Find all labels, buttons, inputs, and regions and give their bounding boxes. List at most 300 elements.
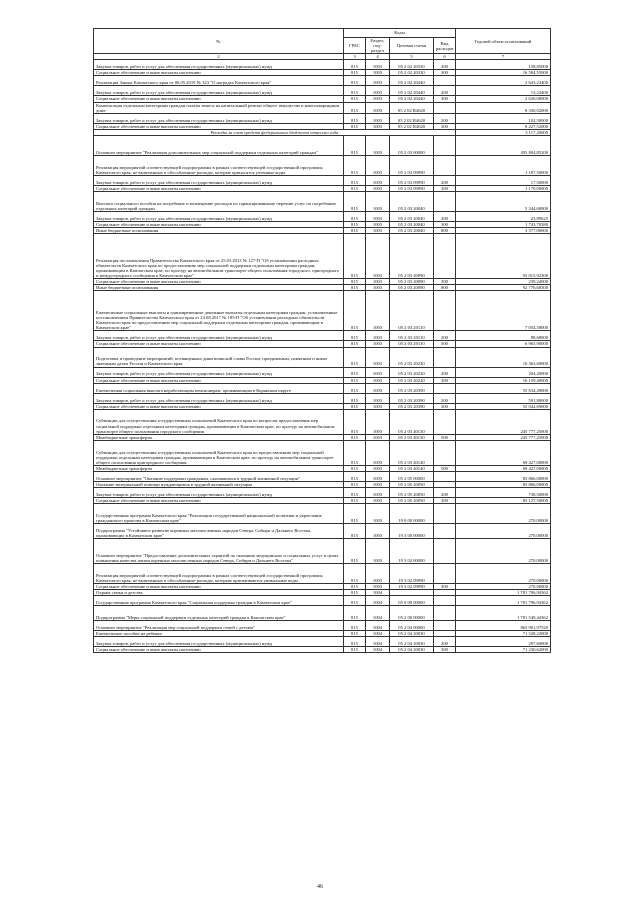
expense-type-cell (434, 564, 456, 584)
grbs-cell: 815 (344, 631, 366, 637)
grbs-cell: 815 (344, 590, 366, 596)
section-cell: 1004 (366, 621, 390, 631)
amount-cell: 6 965,90000 (456, 341, 551, 347)
target-article-cell: 05 2 02 R4620 (390, 123, 434, 129)
amount-cell: 2 643,23400 (456, 76, 551, 86)
section-cell: 1003 (366, 377, 390, 383)
grbs-cell: 815 (344, 471, 366, 481)
table-row (94, 212, 551, 222)
section-cell: 1003 (366, 228, 390, 234)
amount-cell: 1 781 796,94362 (456, 596, 551, 606)
table-row (94, 440, 551, 465)
target-article-cell: 05 2 03 00000 (390, 135, 434, 155)
expense-type-cell (434, 504, 456, 524)
target-article-cell: 05 2 03 20040 (390, 212, 434, 222)
section-cell: 1003 (366, 212, 390, 222)
amount-cell: 270,00000 (456, 539, 551, 564)
amount-cell: 88,68000 (456, 331, 551, 341)
table-row (94, 647, 551, 653)
name-cell: Компенсация отдельным категориям граждан оплаты взноса на капитальный ремонт общего имущества в многоквартирном доме (94, 102, 344, 113)
name-cell: Социальное обеспечение и иные выплаты населению (94, 647, 344, 653)
expense-type-cell: 300 (434, 96, 456, 102)
amount-cell: 16 584,55000 (456, 70, 551, 76)
target-article-cell: 05 2 03 20390 (390, 383, 434, 393)
table-row (94, 291, 551, 331)
section-cell: 1003 (366, 497, 390, 503)
section-cell: 1004 (366, 606, 390, 621)
name-cell: Оказание материальной помощи нуждающимся в трудной жизненной ситуации (94, 481, 344, 487)
grbs-cell: 815 (344, 76, 366, 86)
name-cell: Социальное обеспечение и иные выплаты населению (94, 497, 344, 503)
section-cell: 1003 (366, 135, 390, 155)
amount-cell: 23,89625 (456, 212, 551, 222)
target-article-cell: 05 2 02 20440 (390, 86, 434, 96)
grbs-cell: 815 (344, 606, 366, 621)
section-cell: 1004 (366, 637, 390, 647)
grbs-cell: 815 (344, 539, 366, 564)
expense-type-cell: 200 (434, 367, 456, 377)
grbs-cell: 815 (344, 155, 366, 175)
section-cell: 1003 (366, 409, 390, 434)
expense-type-cell (434, 539, 456, 564)
expense-type-cell: 300 (434, 497, 456, 503)
expense-type-cell: 300 (434, 341, 456, 347)
name-cell: Закупка товаров, работ и услуг для обеспечения государственных (муниципальных) нужд (94, 393, 344, 403)
section-cell: 1003 (366, 279, 390, 285)
section-cell: 1004 (366, 596, 390, 606)
expense-type-cell: 300 (434, 70, 456, 76)
table-row (94, 524, 551, 539)
header-number: № (94, 29, 344, 54)
grbs-cell: 815 (344, 96, 366, 102)
amount-cell: 13,23400 (456, 86, 551, 96)
header-target: Целевая статья (390, 38, 434, 54)
expense-type-cell: 500 (434, 434, 456, 440)
budget-table (93, 28, 551, 653)
amount-cell: 83 866,00000 (456, 471, 551, 481)
header-codes: Коды (344, 29, 456, 38)
section-cell: 1003 (366, 471, 390, 481)
expense-type-cell: 200 (434, 487, 456, 497)
table-row (94, 637, 551, 647)
expense-type-cell (434, 524, 456, 539)
section-cell: 1003 (366, 285, 390, 291)
grbs-cell: 815 (344, 102, 366, 113)
table-row (94, 367, 551, 377)
expense-type-cell (434, 347, 456, 367)
section-cell: 1003 (366, 155, 390, 175)
amount-cell: 239,24000 (456, 279, 551, 285)
grbs-cell: 815 (344, 285, 366, 291)
expense-type-cell (434, 621, 456, 631)
amount-cell: 8 227,52000 (456, 123, 551, 129)
name-cell: Ежемесячная социальная выплата неработающим пенсионерам, проживающим в Корякском округе (94, 383, 344, 393)
amount-cell: 69 427,00000 (456, 440, 551, 465)
section-cell: 1003 (366, 347, 390, 367)
target-article-cell: 05 2 05 20050 (390, 487, 434, 497)
amount-cell: 1 781 796,94362 (456, 590, 551, 596)
expense-type-cell (434, 102, 456, 113)
amount-cell: 16 363,60000 (456, 347, 551, 367)
target-article-cell: 05 2 03 40140 (390, 440, 434, 465)
section-cell: 1003 (366, 234, 390, 279)
expense-type-cell: 500 (434, 465, 456, 471)
grbs-cell: 815 (344, 621, 366, 631)
expense-type-cell: 300 (434, 377, 456, 383)
grbs-cell: 815 (344, 596, 366, 606)
grbs-cell: 815 (344, 70, 366, 76)
table-row (94, 135, 551, 155)
grbs-cell: 815 (344, 279, 366, 285)
col-number-4: 4 (366, 54, 390, 60)
expense-type-cell (434, 440, 456, 465)
amount-cell: 270,00000 (456, 524, 551, 539)
name-cell: Подготовка и проведение мероприятий, посвященных дням воинской славы России, праздничным, памятным и иным значимым датам России и Камчатского края (94, 347, 344, 367)
name-cell: Реализация постановления Правительства Камчатского края от 25.03.2013 № 127-П "Об установлении расходных обязательств Камчатского края по предоставлению мер социальной поддержки отдельным категориям граждан, проживающим в Камчатском крае, по проезду на автомобильном транспорте общего пользования городского, пригородного и междугородного сообщения в Камчатском крае" (94, 234, 344, 279)
name-cell: Социальное обеспечение и иные выплаты населению (94, 403, 344, 409)
grbs-cell: 815 (344, 234, 366, 279)
grbs-cell: 815 (344, 123, 366, 129)
section-cell: 1003 (366, 584, 390, 590)
amount-cell: 863 901,97520 (456, 621, 551, 631)
name-cell: Закупка товаров, работ и услуг для обеспечения государственных (муниципальных) нужд (94, 113, 344, 123)
expense-type-cell: 300 (434, 647, 456, 653)
table-row (94, 606, 551, 621)
grbs-cell: 815 (344, 524, 366, 539)
grbs-cell: 815 (344, 192, 366, 212)
amount-cell: 2 630,00000 (456, 96, 551, 102)
table-row (94, 539, 551, 564)
name-cell: Закупка товаров, работ и услуг для обеспечения государственных (муниципальных) нужд (94, 212, 344, 222)
name-cell: Субвенции для осуществления государственных полномочий Камчатского края по вопросам предоставления мер социальной поддержки отдельным категориям граждан, проживающим в Камчатском крае, по проезду на автомобильном транспорте общего пользования городского сообщения (94, 409, 344, 434)
section-cell: 1003 (366, 403, 390, 409)
name-cell: Закупка товаров, работ и услуг для обеспечения государственных (муниципальных) нужд (94, 60, 344, 70)
name-cell: Реализация мероприятий соответствующей подпрограммы в рамках соответствующей государственной программы Камчатского края, не включенных в обособленные расходы, которые приносятся учтенные коды (94, 155, 344, 175)
grbs-cell: 815 (344, 393, 366, 403)
amount-cell: 3 117,20000 (456, 129, 551, 135)
grbs-cell: 815 (344, 228, 366, 234)
target-article-cell: 05 2 03 20110 (390, 331, 434, 341)
expense-type-cell (434, 606, 456, 621)
section-cell: 1003 (366, 564, 390, 584)
grbs-cell: 815 (344, 86, 366, 96)
amount-cell: 16 159,40000 (456, 377, 551, 383)
amount-cell: 93 015,92300 (456, 234, 551, 279)
name-cell: Основное мероприятие "Предоставление дополнительных гарантий по оказанию медицинских и социальных услуг и целях повышения качества жизни коренных малочисленных народов Севера, Сибири и Дальнего Востока" (94, 539, 344, 564)
expense-type-cell (434, 76, 456, 86)
grbs-cell: 815 (344, 504, 366, 524)
expense-type-cell: 300 (434, 123, 456, 129)
grbs-cell: 815 (344, 584, 366, 590)
amount-cell: 297,60000 (456, 637, 551, 647)
table-row (94, 393, 551, 403)
section-cell: 1003 (366, 222, 390, 228)
name-cell: Закупка товаров, работ и услуг для обеспечения государственных (муниципальных) нужд (94, 331, 344, 341)
expense-type-cell: 200 (434, 175, 456, 185)
target-article-cell: 05 2 03 20390 (390, 393, 434, 403)
target-article-cell: 05 2 02 20330 (390, 60, 434, 70)
name-cell: Социальное обеспечение и иные выплаты населению (94, 96, 344, 102)
target-article-cell: 05 2 02 20440 (390, 76, 434, 86)
target-article-cell: 05 2 03 40140 (390, 465, 434, 471)
section-cell: 1003 (366, 102, 390, 113)
amount-cell: 245 777,25000 (456, 409, 551, 434)
target-article-cell: 05 2 04 20030 (390, 647, 434, 653)
target-article-cell: 05 2 00 00000 (390, 606, 434, 621)
grbs-cell: 815 (344, 347, 366, 367)
grbs-cell: 815 (344, 383, 366, 393)
amount-cell: 8 330,02000 (456, 102, 551, 113)
amount-cell: 55 042,69000 (456, 403, 551, 409)
target-article-cell: 19 3 02 09990 (390, 584, 434, 590)
grbs-cell: 815 (344, 185, 366, 191)
amount-cell: 270,00000 (456, 504, 551, 524)
section-cell: 1004 (366, 631, 390, 637)
amount-cell: 1 170,00000 (456, 185, 551, 191)
target-article-cell: 05 2 03 09990 (390, 185, 434, 191)
target-article-cell: 05 2 03 20040 (390, 228, 434, 234)
section-cell: 1003 (366, 487, 390, 497)
table-row (94, 234, 551, 279)
table-row (94, 155, 551, 175)
amount-cell: 270,00000 (456, 584, 551, 590)
section-cell: 1003 (366, 383, 390, 393)
name-cell: Закупка товаров, работ и услуг для обеспечения государственных (муниципальных) нужд (94, 487, 344, 497)
name-cell: Социальное обеспечение и иные выплаты населению (94, 185, 344, 191)
amount-cell: 1 781 549,44362 (456, 606, 551, 621)
expense-type-cell (434, 234, 456, 279)
section-cell: 1003 (366, 185, 390, 191)
name-cell: Социальное обеспечение и иные выплаты населению (94, 279, 344, 285)
grbs-cell: 815 (344, 113, 366, 123)
target-article-cell: 05 2 02 R4620 (390, 113, 434, 123)
grbs-cell: 815 (344, 367, 366, 377)
grbs-cell: 815 (344, 497, 366, 503)
target-article-cell: 05 2 05 00000 (390, 471, 434, 481)
amount-cell: 92 776,68300 (456, 285, 551, 291)
target-article-cell: 05 2 02 20440 (390, 96, 434, 102)
name-cell: Закупка товаров, работ и услуг для обеспечения государственных (муниципальных) нужд (94, 367, 344, 377)
target-article-cell: 05 2 03 20110 (390, 341, 434, 347)
expense-type-cell (434, 192, 456, 212)
name-cell: Субвенции для осуществления государственных полномочий Камчатского края по предоставлению мер социальной поддержки отдельным категориям граждан, проживающим в Камчатском крае, по проезду на автомобильном транспорте общего пользования пригородного сообщения (94, 440, 344, 465)
expense-type-cell: 200 (434, 212, 456, 222)
target-article-cell: 05 2 03 20390 (390, 403, 434, 409)
grbs-cell: 815 (344, 331, 366, 341)
name-cell: Иные бюджетные ассигнования (94, 228, 344, 234)
name-cell: Социальное обеспечение и иные выплаты населению (94, 377, 344, 383)
target-article-cell: 05 2 02 20330 (390, 70, 434, 76)
target-article-cell: 05 2 03 20220 (390, 347, 434, 367)
amount-cell: 3 577,00000 (456, 228, 551, 234)
expense-type-cell: 200 (434, 637, 456, 647)
expense-type-cell (434, 291, 456, 331)
table-row (94, 621, 551, 631)
amount-cell: 158,85000 (456, 60, 551, 70)
expense-type-cell: 200 (434, 60, 456, 70)
table-row (94, 504, 551, 524)
section-cell: 1003 (366, 504, 390, 524)
amount-cell: 71 230,62000 (456, 647, 551, 653)
grbs-cell: 815 (344, 60, 366, 70)
target-article-cell: 05 2 05 20050 (390, 497, 434, 503)
expense-type-cell: 200 (434, 113, 456, 123)
table-row (94, 76, 551, 86)
table-row (94, 113, 551, 123)
expense-type-cell: 800 (434, 228, 456, 234)
subtotal-label: Расходы за счет средств федерального бюджета отнесено года (94, 129, 456, 135)
expense-type-cell: 800 (434, 285, 456, 291)
col-number-6: 6 (434, 54, 456, 60)
grbs-cell: 815 (344, 465, 366, 471)
table-row (94, 471, 551, 481)
grbs-cell: 815 (344, 175, 366, 185)
target-article-cell: 05 2 04 00000 (390, 621, 434, 631)
target-article-cell: 05 0 00 00000 (390, 596, 434, 606)
grbs-cell: 815 (344, 564, 366, 584)
amount-cell: 204,20000 (456, 367, 551, 377)
section-cell: 1003 (366, 76, 390, 86)
target-article-cell: 05 2 03 20090 (390, 234, 434, 279)
amount-cell: 71 528,22000 (456, 631, 551, 637)
header-grbs: ГРБС (344, 38, 366, 54)
section-cell: 1003 (366, 367, 390, 377)
expense-type-cell: 200 (434, 331, 456, 341)
section-cell: 1003 (366, 175, 390, 185)
amount-cell: 7 054,58000 (456, 291, 551, 331)
amount-cell: 270,00000 (456, 564, 551, 584)
section-cell: 1004 (366, 647, 390, 653)
amount-cell: 591,80000 (456, 393, 551, 403)
name-cell: Реализация мероприятий соответствующей подпрограммы в рамках соответствующей государственной программы Камчатского края, не включенных в обособленные расходы, которым присваиваются уникальные коды (94, 564, 344, 584)
table-row (94, 564, 551, 584)
grbs-cell: 815 (344, 637, 366, 647)
target-article-cell: 05 2 03 40130 (390, 409, 434, 434)
amount-cell: 245 777,25000 (456, 434, 551, 440)
section-cell: 1003 (366, 70, 390, 76)
name-cell: Социальное обеспечение и иные выплаты населению (94, 123, 344, 129)
section-cell: 1003 (366, 331, 390, 341)
expense-type-cell (434, 383, 456, 393)
section-cell: 1003 (366, 481, 390, 487)
header-razdel: Раздел, под-раздел (366, 38, 390, 54)
name-cell: Иные бюджетные ассигнования (94, 285, 344, 291)
col-number-1: 2 (94, 54, 344, 60)
grbs-cell: 815 (344, 440, 366, 465)
expense-type-cell (434, 135, 456, 155)
amount-cell: 738,50000 (456, 487, 551, 497)
target-article-cell: 05 2 03 20040 (390, 222, 434, 228)
section-cell: 1003 (366, 113, 390, 123)
amount-cell: 1 743,70380 (456, 222, 551, 228)
grbs-cell: 815 (344, 409, 366, 434)
amount-cell: 55 634,49000 (456, 383, 551, 393)
grbs-cell: 815 (344, 403, 366, 409)
name-cell: Закупка товаров, работ и услуг для обеспечения государственных (муниципальных) нужд (94, 86, 344, 96)
name-cell: Ежемесячные социальные выплаты и единовременные денежные выплаты отдельным категориям граждан, установленные постановлением Правительства Камчатского края от 23.08.2017 № 185-П "Об установлении расходных обязательств Камчатского края по предоставлению мер социальной поддержки отдельным категориям граждан, проживающим в Камчатском крае" (94, 291, 344, 331)
target-article-cell: 05 2 03 40130 (390, 434, 434, 440)
amount-cell: 69 427,00000 (456, 465, 551, 471)
section-cell: 1004 (366, 590, 390, 596)
target-article-cell: 05 2 03 20220 (390, 377, 434, 383)
expense-type-cell (434, 409, 456, 434)
header-amount: Годовой объем ассигнований (456, 29, 551, 54)
section-cell: 1003 (366, 434, 390, 440)
target-article-cell: 05 2 03 20220 (390, 367, 434, 377)
section-cell: 1003 (366, 524, 390, 539)
section-cell: 1003 (366, 465, 390, 471)
target-article-cell: 05 2 03 09990 (390, 155, 434, 175)
target-article-cell: 19 0 00 00000 (390, 504, 434, 524)
grbs-cell: 815 (344, 377, 366, 383)
amount-cell: 1 187,50000 (456, 155, 551, 175)
target-article-cell: 19 3 02 00000 (390, 539, 434, 564)
table-row (94, 596, 551, 606)
grbs-cell: 815 (344, 135, 366, 155)
grbs-cell: 815 (344, 647, 366, 653)
header-expense-type: Вид расходов (434, 38, 456, 54)
expense-type-cell: 300 (434, 279, 456, 285)
name-cell: Межбюджетные трансферты (94, 465, 344, 471)
table-row (94, 60, 551, 70)
name-cell: Охрана семьи и детства (94, 590, 344, 596)
name-cell: Подпрограмма "Устойчивое развитие коренных малочисленных народов Севера, Сибири и Дальнего Востока, проживающих в Камчатском крае" (94, 524, 344, 539)
section-cell: 1003 (366, 86, 390, 96)
amount-cell: 83 866,00000 (456, 481, 551, 487)
grbs-cell: 815 (344, 487, 366, 497)
expense-type-cell: 300 (434, 185, 456, 191)
expense-type-cell: 300 (434, 403, 456, 409)
target-article-cell: 05 2 03 20110 (390, 291, 434, 331)
page-number: 46 (317, 884, 323, 890)
target-article-cell: 05 2 03 20040 (390, 192, 434, 212)
table-row (94, 175, 551, 185)
amount-cell: 83 127,50000 (456, 497, 551, 503)
table-row (94, 409, 551, 434)
target-article-cell: 05 2 05 20050 (390, 481, 434, 487)
target-article-cell: 05 2 02 R4620 (390, 102, 434, 113)
table-row (94, 86, 551, 96)
table-row (94, 383, 551, 393)
budget-page (93, 28, 550, 653)
grbs-cell: 815 (344, 481, 366, 487)
amount-cell: 17,50000 (456, 175, 551, 185)
name-cell: Социальное обеспечение и иные выплаты населению (94, 222, 344, 228)
col-number-3: 3 (344, 54, 366, 60)
target-article-cell: 05 2 03 20090 (390, 285, 434, 291)
target-article-cell: 19 3 02 09990 (390, 564, 434, 584)
section-cell: 1003 (366, 60, 390, 70)
name-cell: Реализация Закона Камчатского края от 06.05.2019 № 323 "О наградах Камчатского края" (94, 76, 344, 86)
table-row (94, 347, 551, 367)
expense-type-cell: 200 (434, 86, 456, 96)
expense-type-cell (434, 155, 456, 175)
target-article-cell: 05 2 03 20090 (390, 279, 434, 285)
grbs-cell: 815 (344, 434, 366, 440)
section-cell: 1003 (366, 440, 390, 465)
expense-type-cell: 300 (434, 584, 456, 590)
col-number-7: 7 (456, 54, 551, 60)
grbs-cell: 815 (344, 291, 366, 331)
amount-cell: 493 804,85200 (456, 135, 551, 155)
name-cell: Закупка товаров, работ и услуг для обеспечения государственных (муниципальных) нужд (94, 175, 344, 185)
expense-type-cell (434, 596, 456, 606)
expense-type-cell: 200 (434, 393, 456, 403)
grbs-cell: 815 (344, 222, 366, 228)
table-row (94, 331, 551, 341)
target-article-cell: 05 2 03 09990 (390, 175, 434, 185)
name-cell: Основное мероприятие "Реализация мер социальной поддержки семей с детьми" (94, 621, 344, 631)
